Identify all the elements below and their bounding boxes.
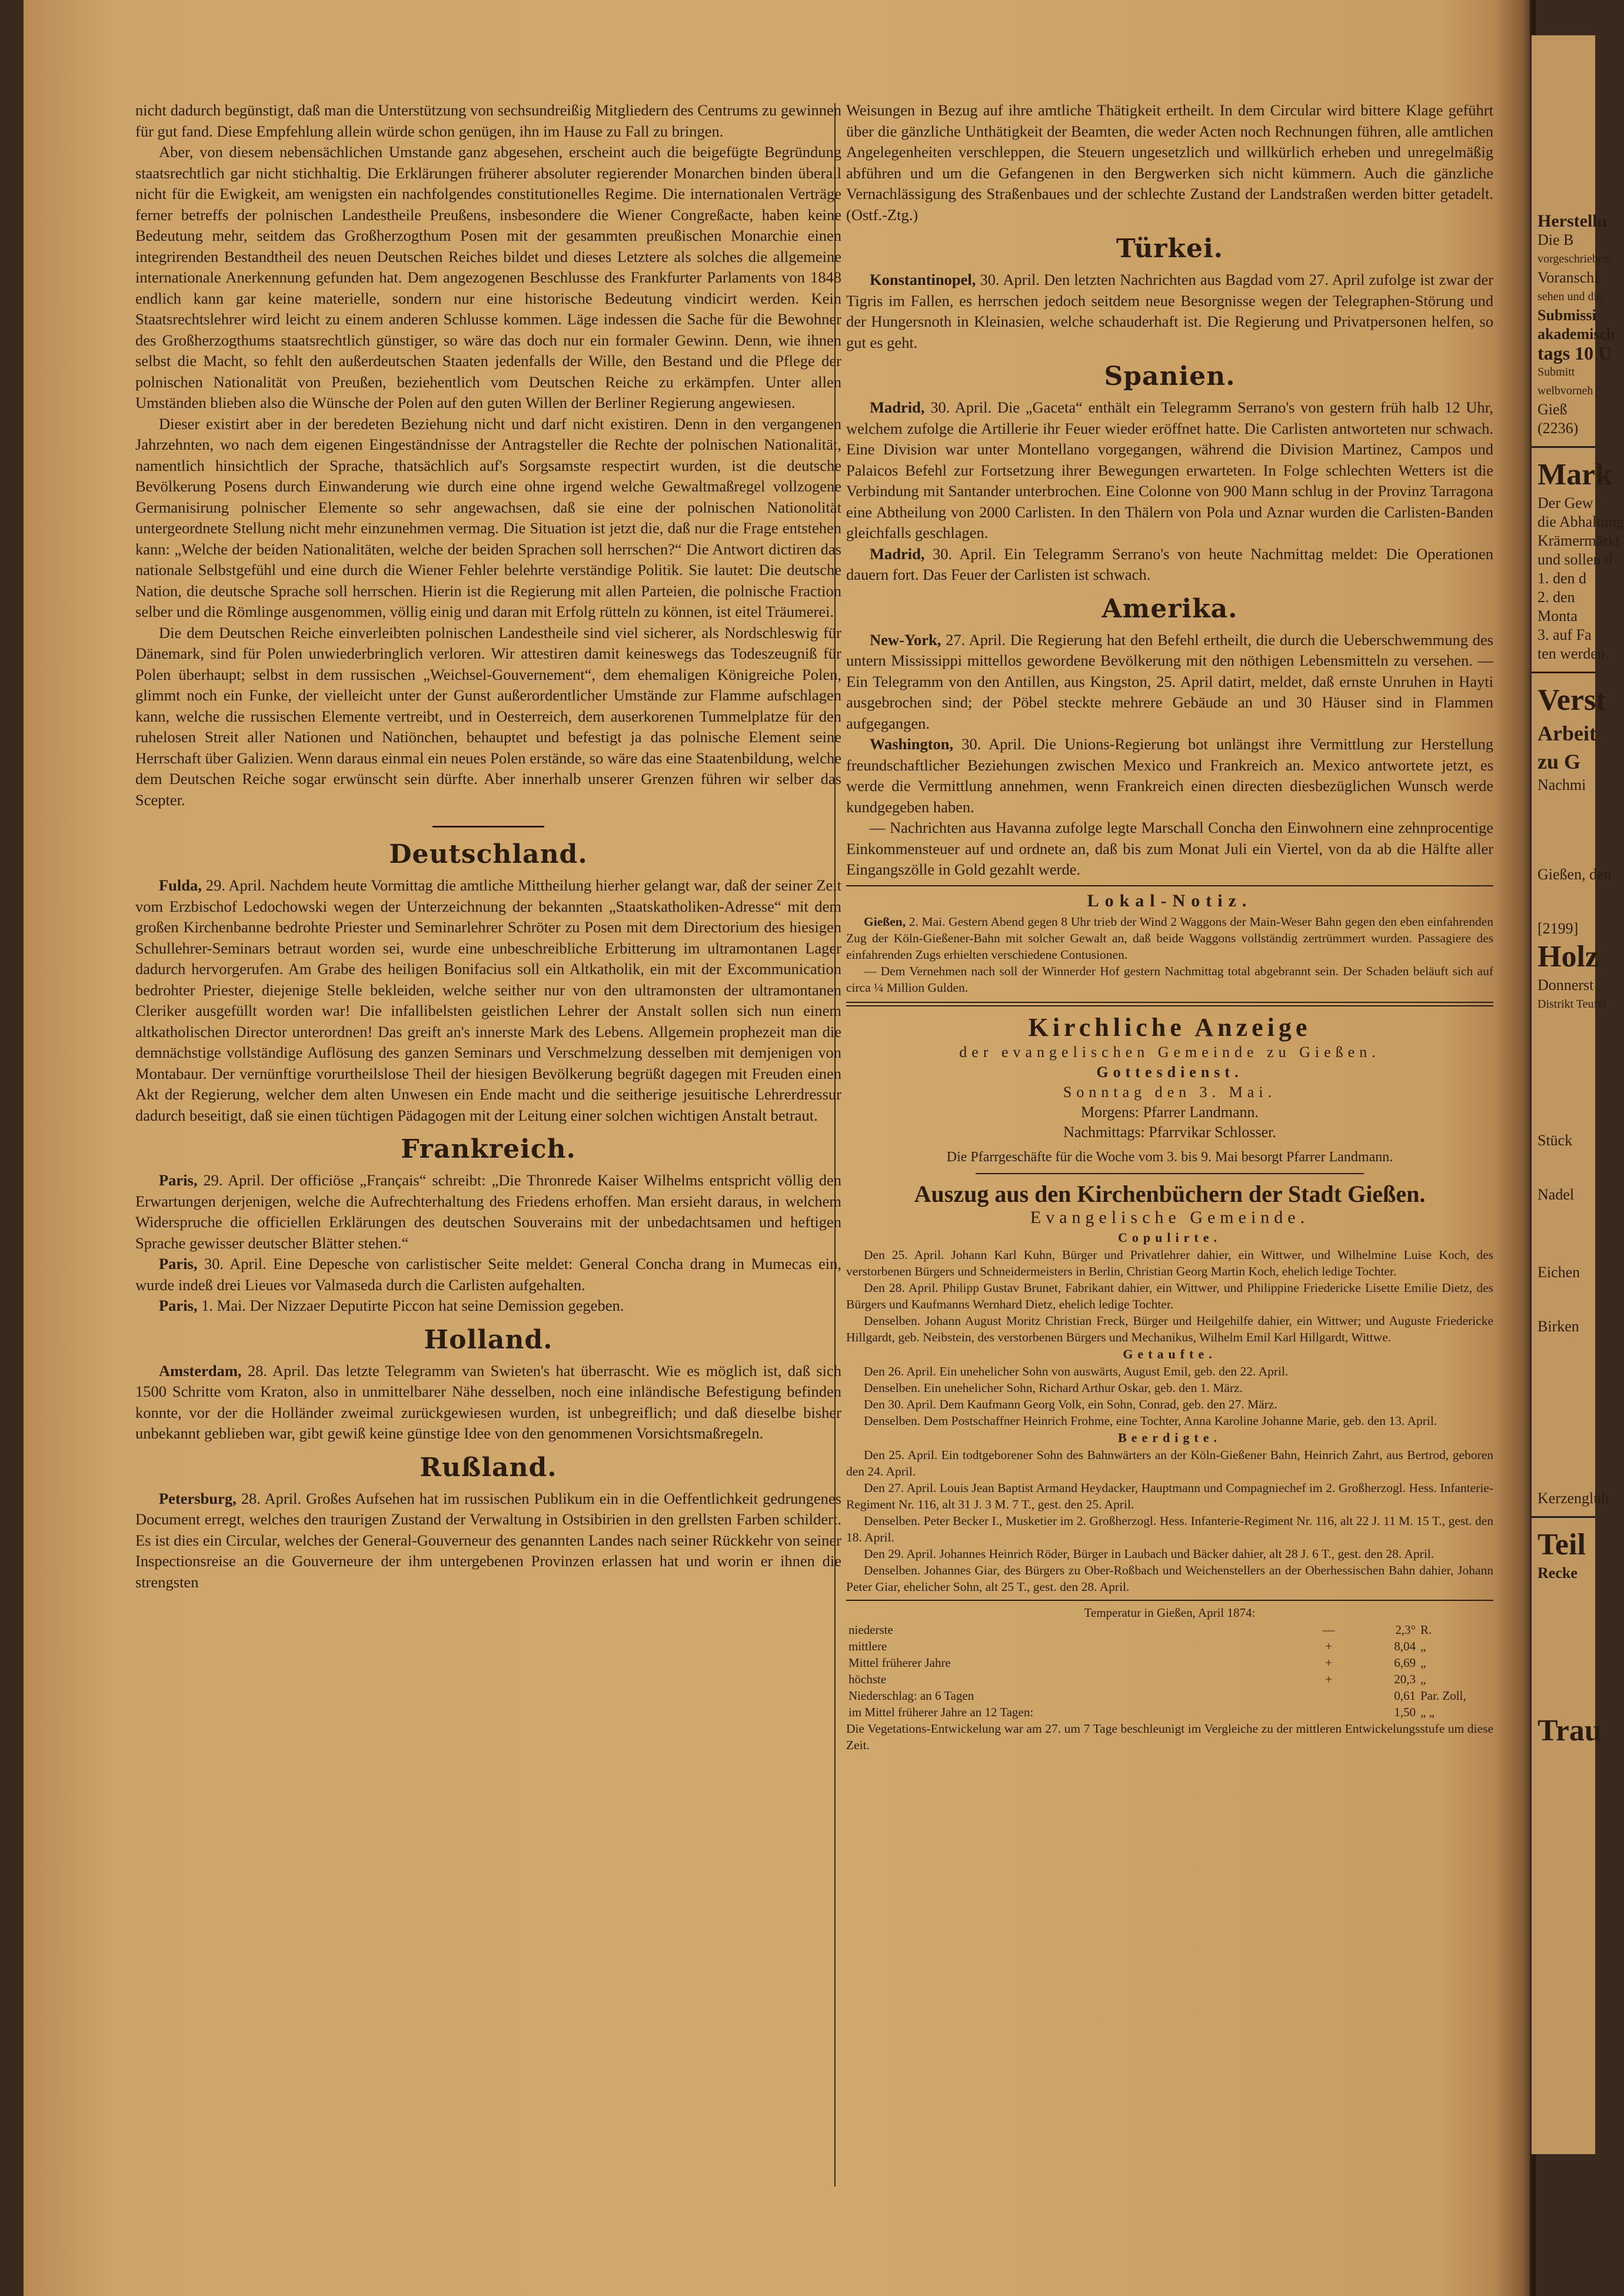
news-text: 28. April. Das letzte Telegramm van Swieten's hat überrascht. Wie es möglich ist, daß sich 1500 Schritte vom Kraton, also in unmittelbarer Nähe desselben, noch eine inländische Befestigung befinden konnte, vor der die Holländer zweimal zurückgewiesen wurden, ist unbegreiflich; und daß dieselbe bisher unbekannt geblieben war, gibt gewiß keine günstige Idee von den genommenen Vorsichtsmaßregeln. [135,1361,841,1442]
temperature-title: Temperatur in Gießen, April 1874: [1084,1605,1256,1620]
temperature-unit: Par. Zoll, [1420,1688,1466,1703]
news-text: 28. April. Großes Aufsehen hat im russischen Publikum ein in die Oeffentlichkeit gedrungenes Document erregt, welches den traurigen Zustand der Verwaltung in Ostsibirien in den grellsten Farben schildert. Es ist dies ein Circular, welches der General-Gouverneur des genannten Landes nach seiner Rückkehr von seiner Inspectionsreise an die Gouverneure der ihm untergebenen Provinzen erlassen hat und worin er ihnen die strengsten [135,1489,841,1591]
registry-heading-copulirte: Copulirte. [1118,1230,1222,1245]
temperature-label: Mittel früherer Jahre [848,1655,951,1670]
fragment-text: Submitt [1538,366,1575,378]
fragment-heading: Mark [1538,458,1613,491]
temperature-label: mittlere [848,1639,887,1653]
temperature-unit: „ [1420,1655,1426,1670]
fragment-text: Stück [1538,1132,1573,1149]
fragment-text: Herstellu [1538,211,1608,231]
left-column [135,100,841,1593]
news-text: 30. April. Die „Gaceta“ enthält ein Telegramm Serrano's von gestern früh halb 12 Uhr, welchem zufolge die Artillerie ihr Feuer wieder eröffnet hatte. Die Carlisten antworteten nur schwach. Eine Division war unter Montellano vorgegangen, während die Division Martinez, Campos und Palaicos Befehl zur Fortsetzung ihrer Bewegungen erwarteten. In Folge schlechten Wetters ist die Verbindung mit Santander unterbrochen. Eine Colonne von 900 Mann schlug in der Provinz Tarragona eine Abtheilung von 2000 Carlisten. In den Thälern von Pola und Aznar wurden die Carlisten-Banden gleichfalls geschlagen. [846,398,1493,541]
dateline: New-York, [870,630,941,649]
registry-entry: Denselben. Johann August Moritz Christian Freck, Bürger und Heilgehilfe dahier, ein Wittwer; und Auguste Friedericke Hillgardt, geb. Neibstein, des verstorbenen Bürgers und Mechanikus, Wilhelm Emil Karl Hillgardt, Wittwe. [846,1313,1493,1344]
registry-entry: Den 29. April. Johannes Heinrich Röder, Bürger in Laubach und Bäcker dahier, alt 28 J. 6 T., gest. den 28. April. [864,1546,1435,1561]
fragment-heading: Teil [1538,1528,1586,1561]
temperature-value: 1,50 [1394,1704,1416,1719]
news-item-madrid [846,397,1493,544]
fragment-text: Voranschl [1538,269,1599,286]
section-heading-amerika: Amerika. [1101,593,1238,624]
article-paragraph: nicht dadurch begünstigt, daß man die Unterstützung von sechsundreißig Mitgliedern des Centrums zu gewinnen für gut fand. Diese Empfehlung allein würde schon genügen, ihn im Hause zu Fall zu bringen. [135,101,841,140]
section-heading-frankreich: Frankreich. [401,1134,576,1164]
fragment-text: und sollen d [1538,551,1613,568]
registry-title: Auszug aus den Kirchenbüchern der Stadt Gießen. [914,1180,1426,1207]
fragment-text: die Abhaltung [1538,513,1624,530]
fragment-text: vorgeschrieben, [1538,252,1612,265]
registry-entry: Den 27. April. Louis Jean Baptist Armand Heydacker, Hauptmann und Compagniechef im 2. Großherzogl. Hess. Infanterie-Regiment Nr. 116, alt 31 J. 3 M. 7 T., gest. den 25. April. [846,1480,1493,1511]
service-morning: Morgens: Pfarrer Landmann. [1080,1103,1259,1121]
fragment-text: Der Gew [1538,494,1593,511]
service-afternoon: Nachmittags: Pfarrvikar Schlosser. [1063,1123,1276,1141]
temperature-row [846,1687,1493,1704]
fragment-text: ten werden. [1538,645,1609,662]
service-heading: Gottesdienst. [1096,1063,1243,1081]
fragment-text: Submissi [1538,307,1596,324]
fragment-text: Gießen, den [1538,866,1612,883]
fragment-text: Krämermärkt [1538,532,1620,549]
dateline: Petersburg, [159,1489,237,1507]
fragment-heading: Trau [1538,1714,1602,1747]
article-paragraph: Weisungen in Bezug auf ihre amtliche Thätigkeit ertheilt. In dem Circular wird bittere Klage geführt über die gänzliche Unthätigkeit der Beamten, die weder Acten noch Rechnungen führen, alle amtlichen Angelegenheiten verschleppen, die Steuern ungesetzlich und willkürlich erheben und unregelmäßig abführen und um die Gefangenen in den Bergwerken sich nicht kümmern. Auch die gänzliche Vernachlässigung des Straßenbaues und der schlechte Zustand der Landstraßen werden bitter getadelt. (Ostf.-Ztg.) [846,101,1493,224]
registry-entry: Den 26. April. Ein unehelicher Sohn von auswärts, August Emil, geb. den 22. April. [864,1364,1289,1378]
fragment-text: 3. auf Fa [1538,626,1592,643]
news-item-amsterdam [135,1361,841,1444]
registry-entry: Denselben. Ein unehelicher Sohn, Richard Arthur Oskar, geb. den 1. März. [864,1380,1243,1395]
registry-subtitle: Evangelische Gemeinde. [1030,1207,1310,1227]
section-heading-spanien: Spanien. [1104,361,1236,391]
news-item-havanna: — Nachrichten aus Havanna zufolge legte Marschall Concha den Einwohnern eine zehnprocentige Einkommensteuer auf und ordnete an, daß bis zum Monat Juli ein Viertel, von da ab die Hälfte aller Eingangszölle in Gold gezahlt werde. [846,819,1493,878]
news-item-paris [135,1254,841,1295]
news-item-giessen [846,913,1493,963]
fragment-text: (2236) [1538,420,1579,437]
fragment-heading: zu G [1538,750,1581,773]
fragment-text: Die B [1538,231,1574,248]
double-divider [846,1002,1493,1006]
section-rule [432,826,544,828]
service-date: Sonntag den 3. Mai. [1063,1083,1277,1101]
registry-heading-beerdigte: Beerdigte. [1118,1430,1222,1445]
temperature-sign: + [1325,1672,1332,1686]
fragment-text: welbvorneh [1538,384,1593,397]
temperature-label: höchste [848,1672,887,1686]
news-item-washington [846,734,1493,818]
temperature-note: Die Vegetations-Entwickelung war am 27. um 7 Tage beschleunigt im Vergleiche zu der mittleren Entwickelungsstufe um diese Zeit. [846,1721,1493,1752]
fragment-heading: Holz [1538,940,1599,973]
fragment-text: Distrikt Teufel [1538,998,1606,1011]
fragment-text: Eichen [1538,1264,1580,1281]
temperature-sign: — [1322,1622,1335,1637]
news-item-fulda [135,875,841,1126]
news-item-konstantinopel [846,270,1493,353]
dateline: Amsterdam, [159,1361,242,1380]
section-heading-deutschland: Deutschland. [389,839,588,869]
adjacent-page-strip [1530,35,1624,2154]
dateline: Madrid, [870,544,925,563]
church-notice-title: Kirchliche Anzeige [1028,1012,1312,1042]
section-heading-tuerkei: Türkei. [1116,234,1224,264]
registry-entry: Den 25. April. Johann Karl Kuhn, Bürger und Privatlehrer dahier, ein Wittwer, und Wilhelmine Luise Koch, des verstorbenen Bürgers und Schneidermeisters in Berlin, Christian Georg Martin Koch, ehelich ledige Tochter. [846,1247,1493,1278]
dateline: Gießen, [864,914,906,929]
temperature-sign [1314,1704,1343,1720]
temperature-label: im Mittel früherer Jahre an 12 Tagen: [848,1704,1034,1719]
dateline: Madrid, [870,398,925,416]
dateline: Konstantinopel, [870,271,976,288]
news-text: 2. Mai. Gestern Abend gegen 8 Uhr trieb der Wind 2 Waggons der Main-Weser Bahn gegen den eben einfahrenden Zug der Köln-Gießener-Bahn mit solcher Gewalt an, daß beide Waggons vollständig zertrümmert wurden. Passagiere des einfahrenden Zugs erhielten verschiedene Contusionen. [846,914,1493,962]
article-paragraph: Die dem Deutschen Reiche einverleibten polnischen Landestheile sind viel sicherer, als Nordschleswig für Dänemark, sind für Polen unwiederbringlich verloren. Wir attestiren damit keineswegs das Todeszeugniß für Polen überhaupt; selbst in dem russischen „Weichsel-Gouvernement“, dem ehemaligen Königreiche Polen, glimmt noch ein Funke, der vielleicht unter der Gunst außerordentlicher Umstände zur Flamme aufschlagen kann, welche die russischen Elemente vertreibt, und in Oesterreich, dem auserkorenen Tummelplatze für den ruhelosen Streit aller Nationen und Natiönchen, behauptet und befestigt ja das polnische Element seine Herrschaft über Galizien. Wenn daraus einmal ein neues Polen erstände, so wäre das eine Staatenbildung, welche dem Deutschen Reiche sogar erwünscht sein dürfte. Aber innerhalb unserer Grenzen führen wir selber das Scepter. [135,623,841,809]
divider [846,885,1493,886]
fragment-text: Kerzenglüh [1538,1490,1609,1507]
section-heading-lokal: Lokal-Notiz. [1087,891,1253,911]
temperature-sign: + [1325,1639,1332,1653]
dateline: Washington, [870,735,954,753]
news-text: 30. April. Eine Depesche von carlistischer Seite meldet: General Concha drang in Mumecas ein, wurde indeß drei Lieues vor Valmaseda durch die Carlisten aufgehalten. [135,1255,841,1294]
registry-entry: Den 25. April. Ein todtgeborener Sohn des Bahnwärters an der Köln-Gießener Bahn, Heinrich Zahrt, aus Bertrod, geboren den 24. April. [846,1447,1493,1478]
fragment-heading: Verst [1538,683,1606,717]
section-heading-holland: Holland. [424,1324,553,1355]
fragment-text: Recke [1538,1564,1578,1581]
news-item-petersburg [135,1488,841,1593]
temperature-unit: „ [1420,1639,1426,1653]
parish-duty-notice: Die Pfarrgeschäfte für die Woche vom 3. bis 9. Mai besorgt Pfarrer Landmann. [946,1149,1393,1165]
fragment-text: akademisch [1538,325,1615,343]
church-notice-subtitle: der evangelischen Gemeinde zu Gießen. [959,1043,1380,1061]
news-text: 1. Mai. Der Nizzaer Deputirte Piccon hat seine Demission gegeben. [197,1297,624,1314]
news-item-paris [135,1295,841,1317]
registry-entry: Den 28. April. Philipp Gustav Brunet, Fabrikant dahier, ein Wittwer, und Philippine Friedericke Lisette Emilie Dietz, des Bürgers und Kaufmanns Wernhard Dietz, ehelich ledige Tochter. [846,1280,1493,1311]
news-text: 29. April. Der officiöse „Français“ schreibt: „Die Thronrede Kaiser Wilhelms entspricht völlig den Erwartungen derjenigen, welche die Aufrechterhaltung des Friedens erhoffen. Man ersieht daraus, in welchem Widerspruche die officiellen Erklärungen des deutschen Souverains mit der unbedachtsamen und heftigen Sprache gewisser deutscher Blätter stehen.“ [135,1171,841,1252]
registry-entry: Den 30. April. Dem Kaufmann Georg Volk, ein Sohn, Conrad, geb. den 27. März. [864,1397,1277,1411]
temperature-sign [1314,1687,1343,1704]
right-column [823,100,1493,1753]
temperature-unit: „ „ [1420,1704,1435,1719]
registry-entry: Denselben. Dem Postschaffner Heinrich Frohme, eine Tochter, Anna Karoline Johanne Marie, geb. den 13. April. [864,1413,1437,1428]
fragment-text: 1. den d [1538,570,1587,587]
news-text: 27. April. Die Regierung hat den Befehl ertheilt, die durch die Ueberschwemmung des untern Mississippi mittellos gewordene Bevölkerung mit den nöthigen Lebensmitteln zu versehen. — Ein Telegramm von den Antillen, aus Kingston, 25. April datirt, meldet, daß ernste Unruhen in Hayti ausgebrochen sind; der Pöbel steckte mehrere Gebäude an und 30 Häuser sind in Flammen aufgegangen. [846,630,1493,732]
dateline: Fulda, [159,876,202,894]
news-item-giessen-2: — Dem Vernehmen nach soll der Winnerder Hof gestern Nachmittag total abgebrannt sein. Der Schaden beläuft sich auf circa ¼ Million Gulden. [846,963,1493,995]
temperature-value: 20,3 [1394,1672,1416,1686]
divider [1532,1516,1595,1518]
fragment-text: sehen und die [1538,290,1602,303]
temperature-value: 8,04 [1394,1639,1416,1653]
divider [1532,672,1595,673]
temperature-table [846,1622,1493,1720]
temperature-label: Niederschlag: an 6 Tagen [848,1688,974,1703]
temperature-sign: + [1325,1655,1332,1670]
temperature-unit: „ [1420,1672,1426,1686]
dateline: Paris, [159,1297,198,1314]
temperature-unit: R. [1420,1622,1432,1637]
article-paragraph: Aber, von diesem nebensächlichen Umstande ganz abgesehen, erscheint auch die beigefügte Begründung staatsrechtlich gar nicht stichhaltig. Die Erklärungen früherer absoluter regierender Monarchen binden überall nicht für die Ewigkeit, am wenigsten ein nachfolgendes constitutionelles Regime. Die internationalen Verträge ferner betreffs der polnischen Landestheile Preußens, insbesondere die Wiener Congreßacte, haben keine Bedeutung mehr, seitdem das Großherzogthum Posen mit der gesammten preußischen Monarchie einen integrirenden Bestandtheil des neuen Deutschen Reiches bildet und dieses Letztere als solches die allgemeine internationale Anerkennung gefunden hat. Dem angezogenen Beschlusse des Frankfurter Parlaments von 1848 endlich kann gar keine materielle, sondern nur eine historische Bedeutung vindicirt werden. Kein Staatsrechtslehrer wird leicht zu einem anderen Schlusse kommen. Läge indessen die Sache für die Bewohner des Großherzogthums staatsrechtlich günstiger, so wäre das doch nur ein formaler Gewinn. Denn, wie ihnen selbst die Macht, so fehlt den außerdeutschen Staaten jedenfalls der Wille, den Bestand und die Pflege der polnischen Nationalität von Preußen, beziehentlich vom Deutschen Reiche zu erkämpfen. Unter allen Umständen blieben also die Wünsche der Polen auf den guten Willen der Berliner Regierung angewiesen. [135,143,841,411]
divider [976,1173,1364,1174]
registry-entry: Denselben. Johannes Giar, des Bürgers zu Ober-Roßbach und Weichenstellers an der Oberhessischen Bahn dahier, Johann Peter Giar, ehelicher Sohn, alt 25 T., gest. den 28. April. [846,1563,1493,1594]
news-text: 30. April. Die Unions-Regierung bot unlängst ihre Vermittlung zur Herstellung freundschaftlicher Beziehungen zwischen Mexico und Frankreich an. Mexico antwortete jetzt, es werde die Vermittlung annehmen, wenn Frankreich einen directen diesbezüglichen Wunsch werde kundgegeben haben. [846,735,1493,816]
dateline: Paris, [159,1171,198,1189]
fragment-text: Gieß [1538,401,1568,418]
temperature-value: 2,3° [1395,1622,1416,1637]
temperature-row [846,1638,1493,1654]
temperature-row [846,1671,1493,1687]
news-text: 29. April. Nachdem heute Vormittag die amtliche Mittheilung hierher gelangt war, daß der seiner Zeit vom Erzbischof Ledochowski wegen der Unterzeichnung der bekannten „Staatskatholiken-Adresse“ mit dem großen Kirchenbanne bedrohte Priester und Seminarlehrer Schröter zu Posen mit dem Directorium des hiesigen Schullehrer-Seminars betraut worden sei, wurde eine unbeschreibliche Erbitterung im ultramontanen Lager dadurch hervorgerufen. Am Grabe des heiligen Bonifacius soll ein Altkatholik, ein mit der Excommunication bedrohter Priester, diejenige Stelle bekleiden, welche seither nur von den ultramonsten der ultramontanen Cleriker ausgefüllt worden war! Die infallibelsten geistlichen Lehrer der Anstalt sollen sich nun einem altkatholischen Director unterordnen! Das greift an's innerste Mark des Lebens. Allgemein prophezeit man die demnächstige vollständige Auflösung des ganzen Seminars und Verschmelzung desselben mit demjenigen von Montabaur. Der vernünftige vorurtheilslose Theil der hiesigen Bevölkerung begrüßt dagegen mit Freuden einen Akt der Regierung, welcher dem alten Unwesen ein Ende macht und die seitherige jesuitische Lehrerdressur dadurch beseitigt, daß sie einen tüchtigen Pädagogen mit der Leitung einer solchen wichtigen Anstalt betraut. [135,876,841,1124]
fragment-text: Birken [1538,1318,1579,1335]
temperature-label: niederste [848,1622,893,1637]
news-item-paris [135,1170,841,1254]
dateline: Paris, [159,1255,198,1272]
fragment-text: tags 10 U [1538,343,1612,364]
fragment-heading: Arbeit [1538,722,1596,745]
divider [1532,446,1595,448]
article-paragraph: Dieser existirt aber in der beredeten Beziehung nicht und darf nicht existiren. Denn in den vergangenen Jahrzehnten, wo nach dem eigenen Eingeständnisse der Antragsteller die Rechte der polnischen Nationalität, namentlich hinsichtlich der Sprache, thatsächlich auf's Sorgsamste respectirt wurden, ist die deutsche Bevölkerung Posens durch Einwanderung wie durch eine ohne irgend welche Gewaltmaßregel vollzogene Germanisirung polnischer Elemente so sehr angewachsen, daß sie eine der polnischen Nationolität untergeordnete Stellung nicht mehr einzunehmen vermag. Die Situation ist jetzt die, daß nur die Frage entstehen kann: „Welche der beiden Nationalitäten, welche der beiden Sprachen soll herrschen?“ Die Antwort dictiren das nationale Selbstgefühl und eine durch die Wiener Fehler belehrte verständige Politik. Sie lautet: Die deutsche Nation, die deutsche Sprache soll herrschen. Hierin ist die Regierung mit allen Parteien, die polnische Fraction selber und die Römlinge ausgenommen, völlig einig und daran mit Erfolg rütteln zu können, ist eitel Träumerei. [135,414,841,620]
news-item-madrid [846,544,1493,586]
section-heading-russland: Rußland. [420,1452,557,1483]
fragment-text: Donnerst [1538,976,1594,994]
temperature-row [846,1704,1493,1720]
registry-heading-getaufte: Getaufte. [1123,1346,1217,1361]
news-text: 30. April. Ein Telegramm Serrano's von heute Nachmittag meldet: Die Operationen dauern fort. Das Feuer der Carlisten ist schwach. [846,544,1493,583]
temperature-row [846,1622,1493,1638]
fragment-text: 2. den [1538,589,1575,606]
registry-entry: Denselben. Peter Becker I., Musketier im 2. Großherzogl. Hess. Infanterie-Regiment Nr. 116, alt 22 J. 11 M. 15 T., gest. den 18. April. [846,1513,1493,1544]
fragment-text: Monta [1538,607,1578,624]
temperature-value: 6,69 [1394,1655,1416,1670]
divider [846,1600,1493,1601]
temperature-row [846,1654,1493,1671]
news-item-new-york [846,630,1493,735]
fragment-text: [2199] [1538,920,1579,937]
temperature-value: 0,61 [1394,1688,1416,1703]
fragment-text: Nachmi [1538,776,1586,793]
fragment-text: Nadel [1538,1186,1575,1203]
news-text: 30. April. Den letzten Nachrichten aus Bagdad vom 27. April zufolge ist zwar der Tigris im Fallen, es herrschen jedoch seitdem neue Besorgnisse wegen der Telegraphen-Störung und der Hungersnoth in Kleinasien, welche schauderhaft ist. Die Regierung und Privatpersonen helfen, so gut es geht. [846,271,1493,351]
